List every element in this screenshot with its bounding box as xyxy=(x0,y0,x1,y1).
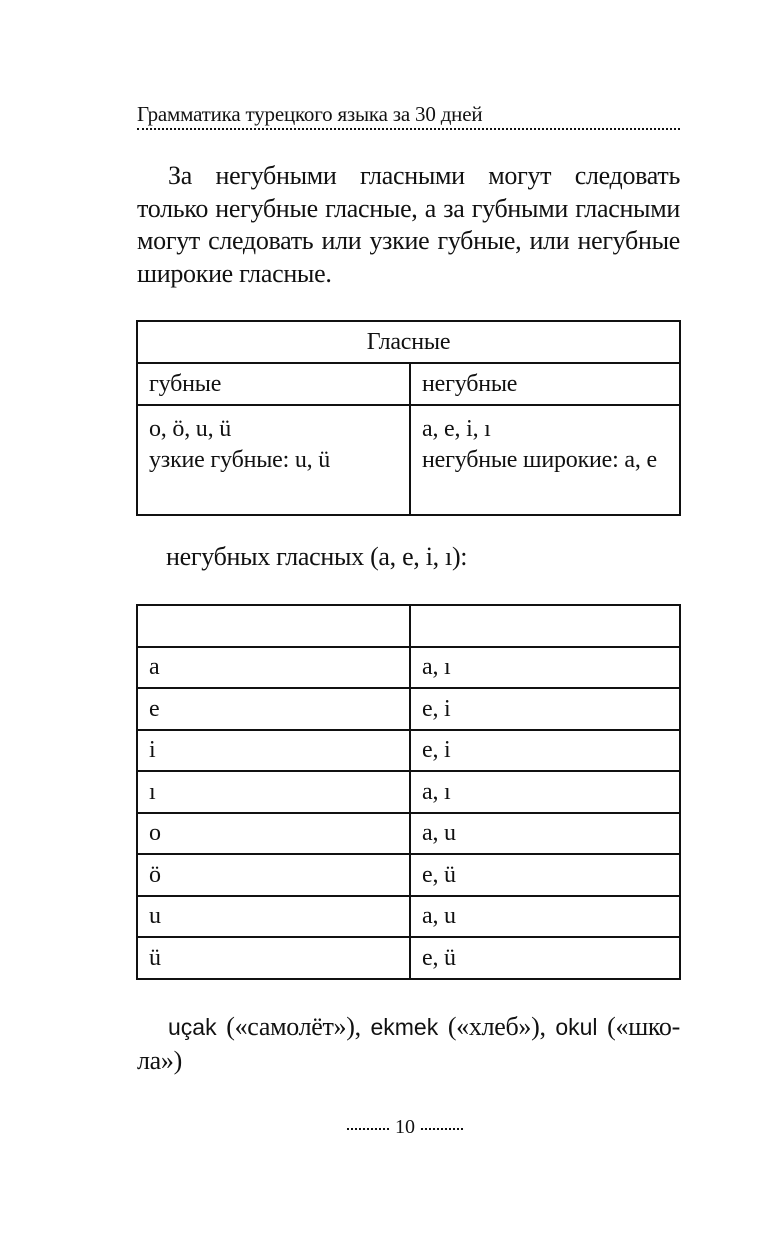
narrow-labial-vowels: узкие губные: u, ü xyxy=(149,447,331,473)
examples-paragraph xyxy=(137,1010,680,1077)
table-cell: a, u xyxy=(410,813,680,855)
labial-header: губные xyxy=(137,363,410,405)
table-header-row xyxy=(137,605,680,647)
vowels-table-caption: Гласные xyxy=(137,321,680,363)
table-row xyxy=(137,771,680,813)
table-cell: u xyxy=(137,896,410,938)
page-footer xyxy=(0,1114,768,1140)
table-row xyxy=(137,688,680,730)
example-gloss: («шко-ла») xyxy=(137,1012,680,1075)
example-word: uçak xyxy=(168,1014,217,1040)
table-cell: e, i xyxy=(410,688,680,730)
example-word: ekmek xyxy=(370,1014,439,1040)
labial-vowels: o, ö, u, ü xyxy=(149,416,232,442)
nonlabial-cell xyxy=(410,405,680,515)
table-cell: ı xyxy=(137,771,410,813)
table-row xyxy=(137,730,680,772)
table-cell: e, i xyxy=(410,730,680,772)
footer-dots-right xyxy=(421,1128,463,1130)
harmony-header-right xyxy=(410,605,680,647)
table-cell: e xyxy=(137,688,410,730)
table-cell: a, ı xyxy=(410,771,680,813)
header-dotted-rule xyxy=(137,128,680,130)
example-gloss: («хлеб»), xyxy=(438,1012,556,1041)
example-word: okul xyxy=(555,1014,598,1040)
table-cell: i xyxy=(137,730,410,772)
table-row xyxy=(137,647,680,689)
nonlabial-vowels: a, e, i, ı xyxy=(422,416,491,442)
second-intro-line: негубных гласных (a, e, i, ı): xyxy=(166,542,468,571)
example-gloss: («самолёт»), xyxy=(216,1012,371,1041)
table-cell: e, ü xyxy=(410,937,680,979)
labial-cell xyxy=(137,405,410,515)
table-cell: o xyxy=(137,813,410,855)
table-row xyxy=(137,813,680,855)
table-cell: ö xyxy=(137,854,410,896)
table-row xyxy=(137,937,680,979)
footer-dots-left xyxy=(347,1128,389,1130)
table-caption-row xyxy=(137,321,680,363)
table-row xyxy=(137,896,680,938)
table-row xyxy=(137,854,680,896)
vowels-table xyxy=(136,320,681,516)
table-cell: a, u xyxy=(410,896,680,938)
table-row xyxy=(137,405,680,515)
vowel-harmony-table xyxy=(136,604,681,980)
table-cell: a, ı xyxy=(410,647,680,689)
table-cell: a xyxy=(137,647,410,689)
table-cell: ü xyxy=(137,937,410,979)
harmony-header-left xyxy=(137,605,410,647)
table-cell: e, ü xyxy=(410,854,680,896)
page-number: 10 xyxy=(395,1116,415,1138)
intro-paragraph: За негубными гласными могут следовать только негубные гласные, а за губными гласными могут следовать или узкие губные, или негубные широкие гласные. xyxy=(137,161,680,288)
nonlabial-header: негубные xyxy=(410,363,680,405)
running-header: Грамматика турецкого языка за 30 дней xyxy=(137,102,483,126)
table-header-row xyxy=(137,363,680,405)
wide-nonlabial-vowels: негубные широкие: a, e xyxy=(422,447,657,473)
